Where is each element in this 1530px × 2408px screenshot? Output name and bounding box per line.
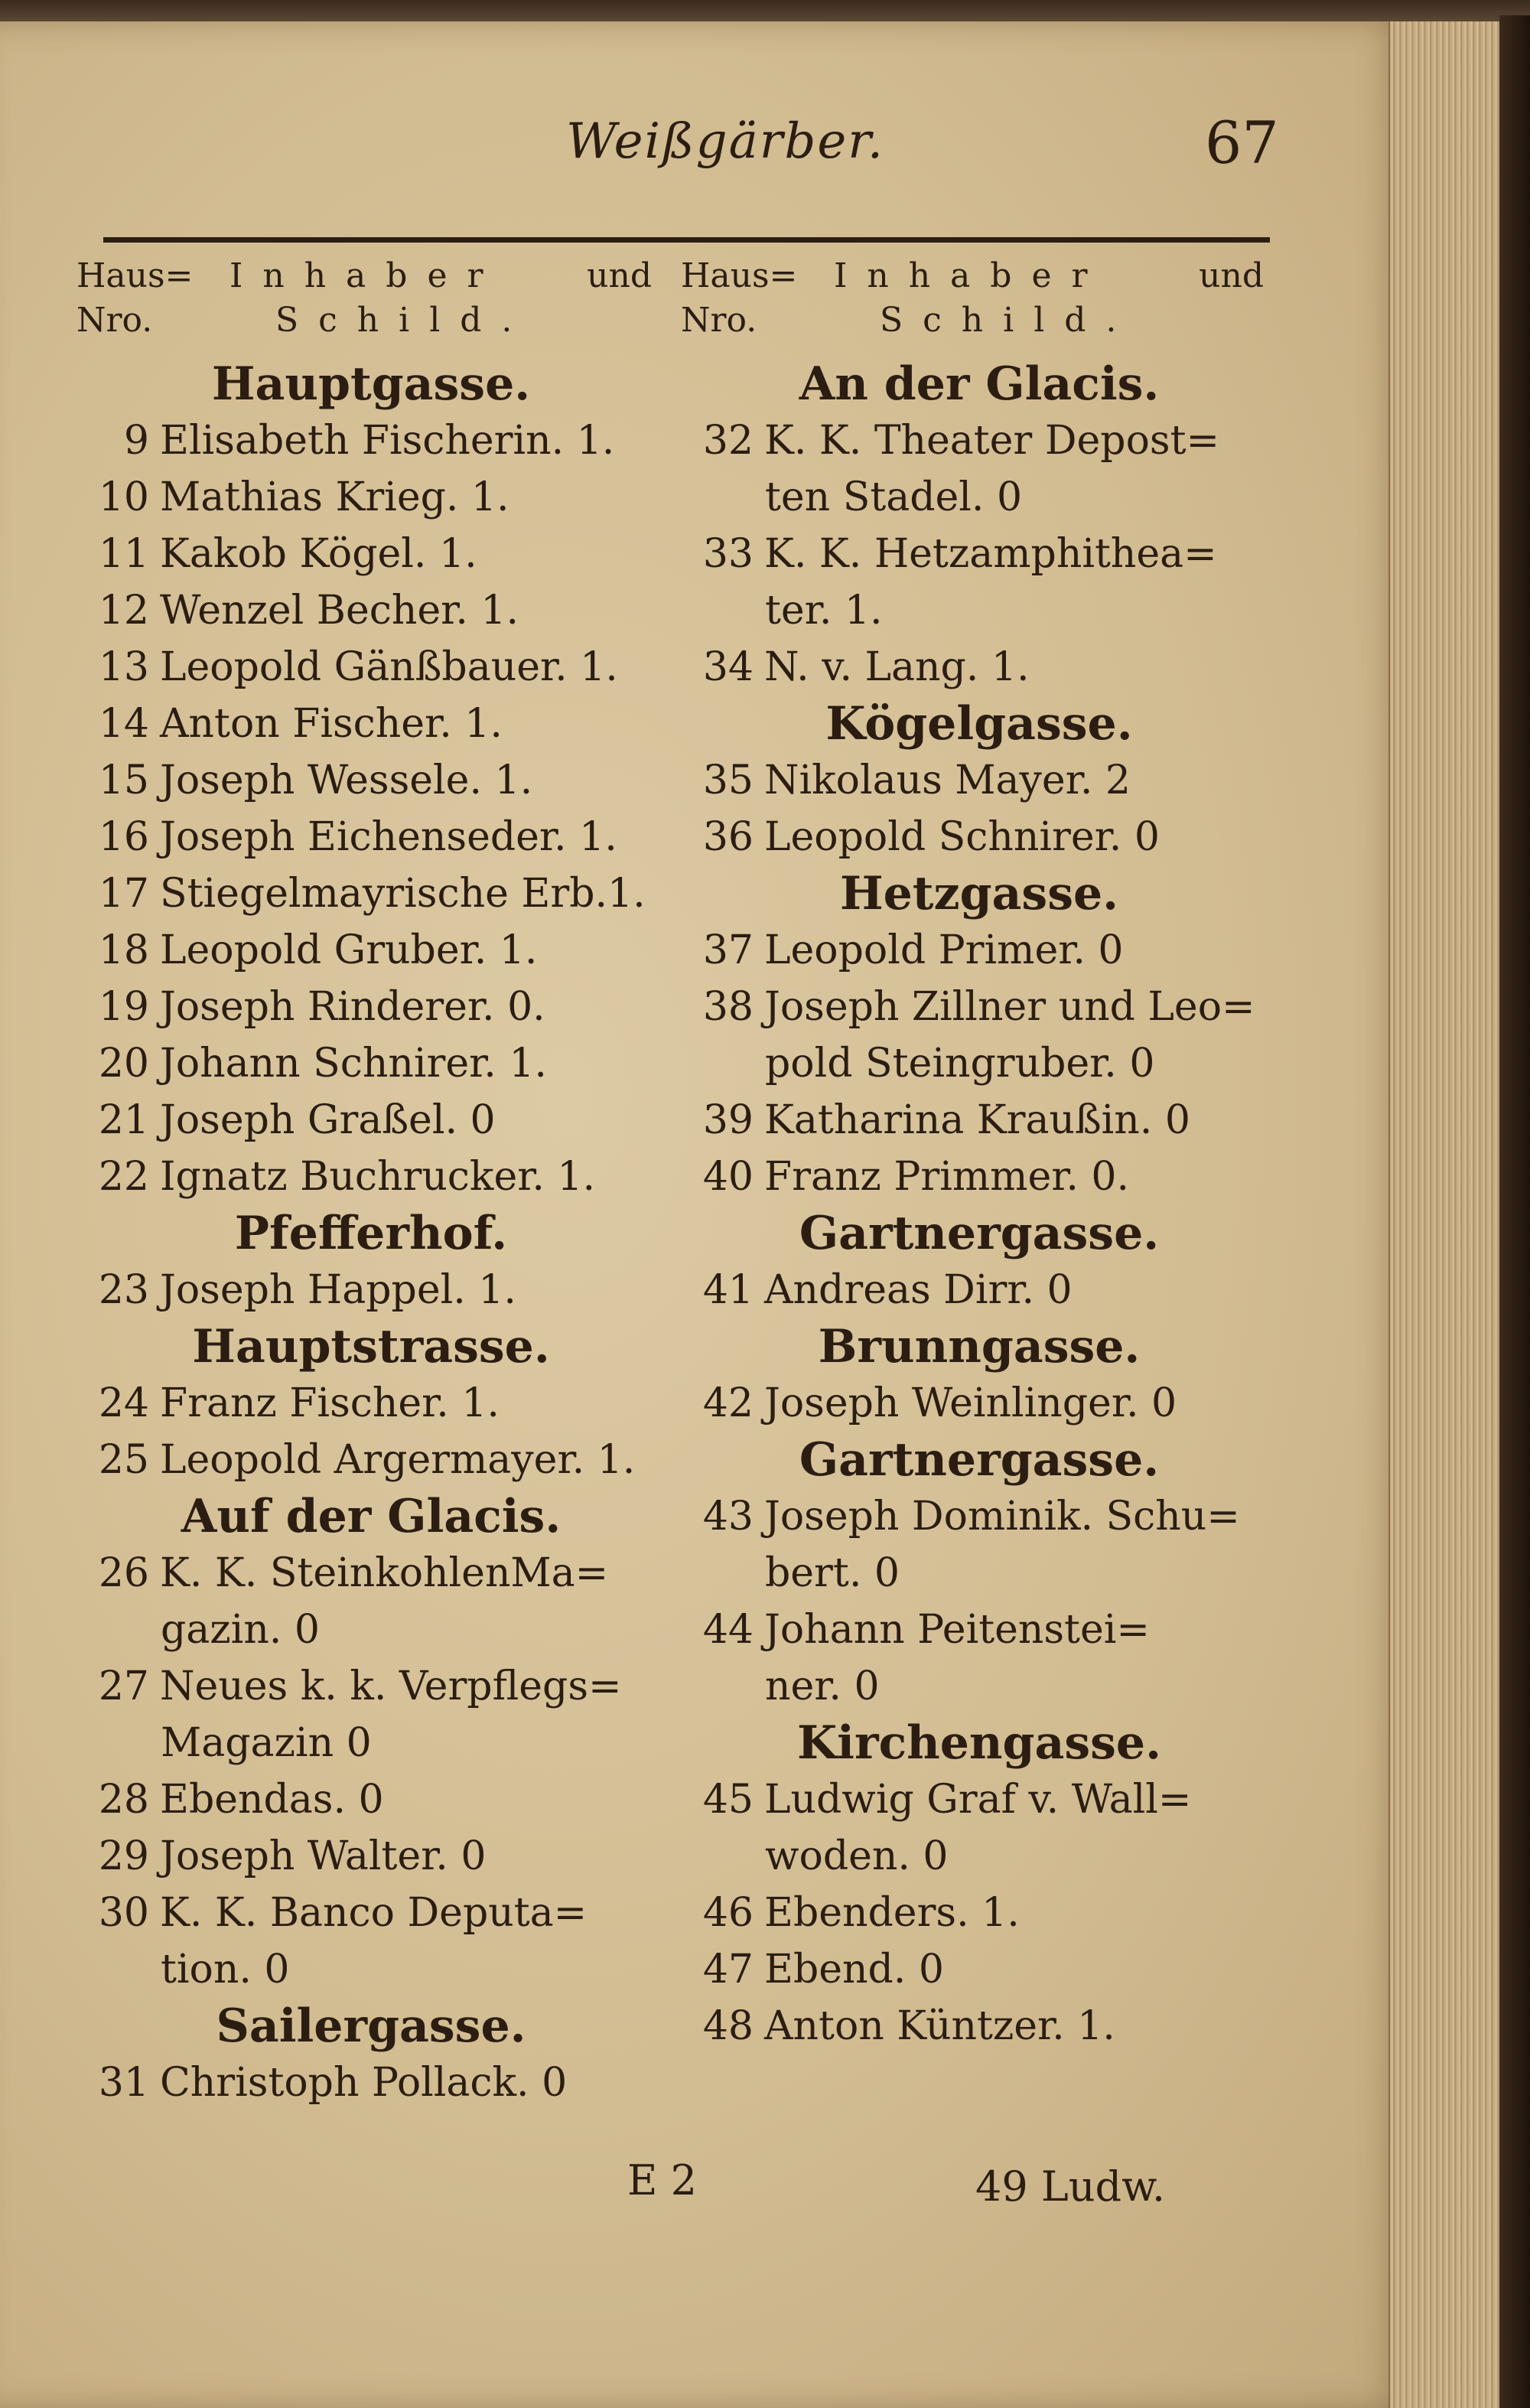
owner-sign: Christoph Pollack. 0 <box>160 2060 568 2106</box>
owner-sign: Joseph Dominik. Schu= <box>764 1494 1240 1540</box>
house-number: 29 <box>98 1833 149 1879</box>
house-number: 21 <box>98 1097 149 1143</box>
owner-sign: K. K. Theater Depost= <box>764 418 1220 464</box>
owner-sign: Johann Peitenstei= <box>764 1607 1150 1653</box>
street-heading: Pfefferhof. <box>234 1207 508 1260</box>
owner-sign: Mathias Krieg. 1. <box>160 474 509 520</box>
street-heading: Sailergasse. <box>216 1999 526 2053</box>
entry-continuation: woden. 0 <box>765 1833 949 1879</box>
header-nro: Nro. <box>681 301 757 340</box>
header-schild: Schild. <box>880 301 1137 340</box>
house-number: 35 <box>702 758 754 803</box>
header-nro: Nro. <box>76 301 153 340</box>
house-number: 36 <box>702 814 754 860</box>
house-number: 46 <box>702 1890 754 1936</box>
entry-row <box>76 1262 666 1318</box>
street-heading: An der Glacis. <box>799 357 1160 411</box>
entry-continuation: tion. 0 <box>161 1947 290 1993</box>
owner-sign: K. K. SteinkohlenMa= <box>160 1550 609 1596</box>
owner-sign: Leopold Argermayer. 1. <box>160 1437 636 1483</box>
owner-sign: Joseph Happel. 1. <box>160 1267 516 1313</box>
owner-sign: Ebendas. 0 <box>160 1777 384 1823</box>
owner-sign: Franz Primmer. 0. <box>764 1154 1130 1200</box>
entry-row <box>681 412 1278 469</box>
entry-row <box>76 1035 666 1092</box>
entry-row <box>681 1488 1278 1545</box>
house-number: 45 <box>702 1777 754 1823</box>
owner-sign: Kakob Kögel. 1. <box>160 531 477 577</box>
street-heading: Hauptstrasse. <box>192 1320 550 1373</box>
owner-sign: Neues k. k. Verpflegs= <box>160 1663 622 1709</box>
owner-sign: Leopold Schnirer. 0 <box>764 814 1160 860</box>
header-haus: Haus= <box>76 256 194 295</box>
header-haus: Haus= <box>681 256 798 295</box>
entry-row <box>76 922 666 979</box>
entry-row <box>681 1262 1278 1318</box>
owner-sign: Joseph Weinlinger. 0 <box>764 1380 1177 1426</box>
entry-row <box>76 639 666 696</box>
entry-row <box>76 1828 666 1885</box>
owner-sign: Leopold Gruber. 1. <box>160 927 538 973</box>
entry-continuation: ter. 1. <box>765 588 883 634</box>
entry-row <box>76 865 666 922</box>
house-number: 18 <box>98 927 149 973</box>
entry-row <box>76 582 666 639</box>
house-number: 28 <box>98 1777 149 1823</box>
owner-sign: Anton Küntzer. 1. <box>764 2003 1115 2049</box>
entry-row <box>76 752 666 809</box>
entry-continuation: pold Steingruber. 0 <box>765 1041 1155 1087</box>
house-number: 47 <box>702 1947 754 1993</box>
house-number: 11 <box>98 531 149 577</box>
house-number: 25 <box>98 1437 149 1483</box>
entry-continuation: Magazin 0 <box>161 1720 372 1766</box>
owner-sign: Franz Fischer. 1. <box>160 1380 500 1426</box>
house-number: 10 <box>98 474 149 520</box>
entry-row <box>681 1998 1278 2054</box>
owner-sign: N. v. Lang. 1. <box>764 644 1030 690</box>
owner-sign: Johann Schnirer. 1. <box>160 1041 547 1087</box>
entry-row <box>681 922 1278 979</box>
entry-row <box>76 979 666 1035</box>
owner-sign: Stiegelmayrische Erb.1. <box>160 871 646 917</box>
house-number: 26 <box>98 1550 149 1596</box>
entry-row <box>681 1771 1278 1828</box>
house-number: 13 <box>98 644 149 690</box>
house-number: 31 <box>98 2060 149 2106</box>
running-head: Weißgärber. <box>566 113 885 170</box>
house-number: 43 <box>702 1494 754 1540</box>
header-und: und <box>1199 256 1264 295</box>
header-rule <box>103 237 1270 243</box>
entry-row <box>681 1092 1278 1149</box>
entry-row <box>76 526 666 582</box>
street-heading: Hetzgasse. <box>839 867 1119 921</box>
owner-sign: Ebenders. 1. <box>764 1890 1020 1936</box>
entry-row <box>76 412 666 469</box>
entry-continuation: ner. 0 <box>765 1663 880 1709</box>
house-number: 16 <box>98 814 149 860</box>
house-number: 22 <box>98 1154 149 1200</box>
owner-sign: Joseph Walter. 0 <box>160 1833 487 1879</box>
entry-row <box>681 1885 1278 1941</box>
left-column <box>76 256 666 2111</box>
house-number: 34 <box>702 644 754 690</box>
entry-row <box>681 1941 1278 1998</box>
entry-row <box>76 1658 666 1715</box>
column-header <box>76 256 666 356</box>
house-number: 12 <box>98 588 149 634</box>
entry-row <box>76 1432 666 1488</box>
owner-sign: Joseph Wessele. 1. <box>160 758 533 803</box>
entry-row <box>681 1602 1278 1658</box>
book-cover-edge <box>1499 15 1530 2408</box>
house-number: 19 <box>98 984 149 1030</box>
entry-row <box>76 1149 666 1205</box>
owner-sign: Andreas Dirr. 0 <box>764 1267 1073 1313</box>
house-number: 23 <box>98 1267 149 1313</box>
page-number: 67 <box>1205 109 1279 177</box>
entry-continuation: gazin. 0 <box>161 1607 320 1653</box>
street-heading: Gartnergasse. <box>799 1207 1160 1260</box>
house-number: 9 <box>123 418 149 464</box>
entry-row <box>681 526 1278 582</box>
entry-continuation: ten Stadel. 0 <box>765 474 1023 520</box>
entry-row <box>76 469 666 526</box>
right-column <box>681 256 1278 2054</box>
house-number: 32 <box>702 418 754 464</box>
owner-sign: Anton Fischer. 1. <box>160 701 503 747</box>
entry-row <box>681 639 1278 696</box>
entry-row <box>681 809 1278 865</box>
entry-list <box>76 356 666 2111</box>
entry-row <box>681 752 1278 809</box>
house-number: 14 <box>98 701 149 747</box>
house-number: 27 <box>98 1663 149 1709</box>
house-number: 30 <box>98 1890 149 1936</box>
entry-row <box>76 1092 666 1149</box>
house-number: 15 <box>98 758 149 803</box>
entry-continuation: bert. 0 <box>765 1550 900 1596</box>
owner-sign: Wenzel Becher. 1. <box>160 588 519 634</box>
street-heading: Kögelgasse. <box>825 697 1133 751</box>
street-heading: Hauptgasse. <box>211 357 531 411</box>
owner-sign: Elisabeth Fischerin. 1. <box>160 418 615 464</box>
house-number: 37 <box>702 927 754 973</box>
house-number: 38 <box>702 984 754 1030</box>
house-number: 20 <box>98 1041 149 1087</box>
street-heading: Gartnergasse. <box>799 1433 1160 1487</box>
entry-row <box>76 2054 666 2111</box>
street-heading: Brunngasse. <box>818 1320 1141 1373</box>
catchword: 49 Ludw. <box>975 2162 1166 2211</box>
house-number: 42 <box>702 1380 754 1426</box>
house-number: 39 <box>702 1097 754 1143</box>
entry-row <box>76 1375 666 1432</box>
owner-sign: Joseph Graßel. 0 <box>160 1097 496 1143</box>
entry-row <box>681 1149 1278 1205</box>
header-inhaber: Inhaber <box>230 256 503 295</box>
owner-sign: Joseph Zillner und Leo= <box>764 984 1255 1030</box>
page-edges <box>1388 21 1505 2408</box>
house-number: 24 <box>98 1380 149 1426</box>
entry-row <box>681 1375 1278 1432</box>
street-heading: Auf der Glacis. <box>181 1490 562 1543</box>
owner-sign: Nikolaus Mayer. 2 <box>764 758 1131 803</box>
entry-row <box>681 979 1278 1035</box>
entry-row <box>76 809 666 865</box>
owner-sign: Ignatz Buchrucker. 1. <box>160 1154 596 1200</box>
owner-sign: Ebend. 0 <box>764 1947 944 1993</box>
header-und: und <box>587 256 652 295</box>
entry-row <box>76 696 666 752</box>
owner-sign: Joseph Eichenseder. 1. <box>160 814 617 860</box>
owner-sign: Ludwig Graf v. Wall= <box>764 1777 1192 1823</box>
owner-sign: K. K. Hetzamphithea= <box>764 531 1217 577</box>
header-schild: Schild. <box>275 301 532 340</box>
house-number: 17 <box>98 871 149 917</box>
entry-row <box>76 1885 666 1941</box>
house-number: 40 <box>702 1154 754 1200</box>
entry-list <box>681 356 1278 2054</box>
house-number: 41 <box>702 1267 754 1313</box>
owner-sign: K. K. Banco Deputa= <box>160 1890 588 1936</box>
entry-row <box>76 1771 666 1828</box>
signature-mark: E 2 <box>627 2156 697 2204</box>
house-number: 44 <box>702 1607 754 1653</box>
owner-sign: Katharina Kraußin. 0 <box>764 1097 1190 1143</box>
owner-sign: Joseph Rinderer. 0. <box>160 984 545 1030</box>
header-inhaber: Inhaber <box>834 256 1108 295</box>
owner-sign: Leopold Primer. 0 <box>764 927 1124 973</box>
house-number: 33 <box>702 531 754 577</box>
street-heading: Kirchengasse. <box>797 1716 1161 1770</box>
owner-sign: Leopold Gänßbauer. 1. <box>160 644 618 690</box>
house-number: 48 <box>702 2003 754 2049</box>
column-header <box>681 256 1278 356</box>
entry-row <box>76 1545 666 1602</box>
